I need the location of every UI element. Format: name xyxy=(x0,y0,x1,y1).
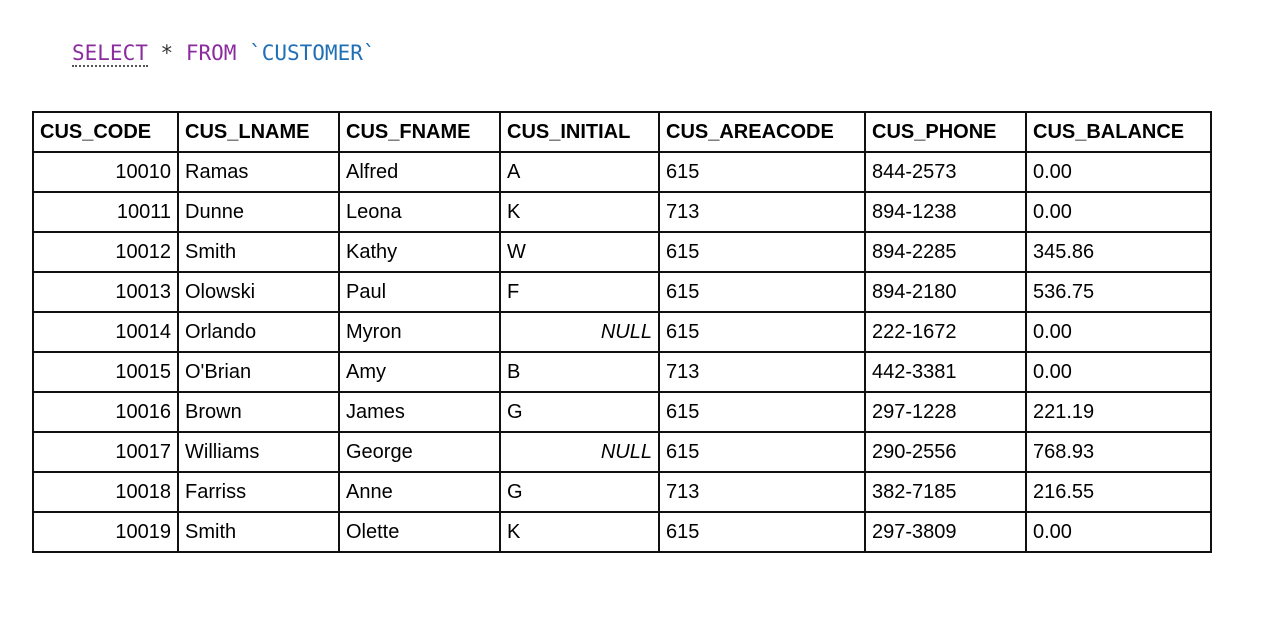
from-keyword: FROM xyxy=(185,41,237,65)
column-header-cus-phone[interactable]: CUS_PHONE xyxy=(865,112,1026,152)
cell-cus-balance: 221.19 xyxy=(1026,392,1211,432)
cell-cus-lname: Ramas xyxy=(178,152,339,192)
column-header-cus-areacode[interactable]: CUS_AREACODE xyxy=(659,112,865,152)
cell-cus-code: 10013 xyxy=(33,272,178,312)
column-header-cus-code[interactable]: CUS_CODE xyxy=(33,112,178,152)
cell-cus-lname: Orlando xyxy=(178,312,339,352)
cell-cus-phone: 894-2180 xyxy=(865,272,1026,312)
cell-cus-lname: Dunne xyxy=(178,192,339,232)
cell-cus-code: 10014 xyxy=(33,312,178,352)
cell-cus-phone: 297-3809 xyxy=(865,512,1026,552)
cell-cus-areacode: 615 xyxy=(659,152,865,192)
cell-cus-phone: 894-2285 xyxy=(865,232,1026,272)
sql-query[interactable] xyxy=(72,38,376,68)
column-header-cus-initial[interactable]: CUS_INITIAL xyxy=(500,112,659,152)
column-header-cus-fname[interactable]: CUS_FNAME xyxy=(339,112,500,152)
cell-cus-balance: 768.93 xyxy=(1026,432,1211,472)
cell-cus-balance: 536.75 xyxy=(1026,272,1211,312)
cell-cus-initial: K xyxy=(500,512,659,552)
cell-cus-fname: Kathy xyxy=(339,232,500,272)
table-row[interactable] xyxy=(33,472,1211,512)
header-row xyxy=(33,112,1211,152)
cell-cus-code: 10019 xyxy=(33,512,178,552)
cell-cus-initial: NULL xyxy=(500,312,659,352)
cell-cus-phone: 442-3381 xyxy=(865,352,1026,392)
table-row[interactable] xyxy=(33,272,1211,312)
cell-cus-initial: B xyxy=(500,352,659,392)
cell-cus-areacode: 615 xyxy=(659,272,865,312)
cell-cus-code: 10010 xyxy=(33,152,178,192)
cell-cus-fname: Myron xyxy=(339,312,500,352)
cell-cus-areacode: 713 xyxy=(659,352,865,392)
cell-cus-initial: NULL xyxy=(500,432,659,472)
table-row[interactable] xyxy=(33,312,1211,352)
cell-cus-phone: 894-1238 xyxy=(865,192,1026,232)
cell-cus-initial: G xyxy=(500,472,659,512)
cell-cus-lname: Brown xyxy=(178,392,339,432)
cell-cus-areacode: 615 xyxy=(659,312,865,352)
cell-cus-lname: O'Brian xyxy=(178,352,339,392)
cell-cus-balance: 0.00 xyxy=(1026,312,1211,352)
cell-cus-lname: Smith xyxy=(178,232,339,272)
cell-cus-balance: 0.00 xyxy=(1026,512,1211,552)
cell-cus-areacode: 615 xyxy=(659,512,865,552)
cell-cus-phone: 222-1672 xyxy=(865,312,1026,352)
column-header-cus-lname[interactable]: CUS_LNAME xyxy=(178,112,339,152)
star-operator: * xyxy=(160,41,174,65)
cell-cus-fname: James xyxy=(339,392,500,432)
cell-cus-fname: Amy xyxy=(339,352,500,392)
cell-cus-code: 10017 xyxy=(33,432,178,472)
cell-cus-phone: 297-1228 xyxy=(865,392,1026,432)
cell-cus-lname: Olowski xyxy=(178,272,339,312)
table-row[interactable] xyxy=(33,512,1211,552)
cell-cus-initial: A xyxy=(500,152,659,192)
cell-cus-balance: 0.00 xyxy=(1026,352,1211,392)
table-row[interactable] xyxy=(33,392,1211,432)
cell-cus-initial: K xyxy=(500,192,659,232)
column-header-cus-balance[interactable]: CUS_BALANCE xyxy=(1026,112,1211,152)
cell-cus-code: 10018 xyxy=(33,472,178,512)
cell-cus-fname: George xyxy=(339,432,500,472)
cell-cus-fname: Olette xyxy=(339,512,500,552)
cell-cus-areacode: 615 xyxy=(659,432,865,472)
table-name: `CUSTOMER` xyxy=(249,41,376,65)
table-row[interactable] xyxy=(33,152,1211,192)
cell-cus-areacode: 713 xyxy=(659,192,865,232)
cell-cus-areacode: 615 xyxy=(659,392,865,432)
cell-cus-code: 10015 xyxy=(33,352,178,392)
cell-cus-initial: G xyxy=(500,392,659,432)
cell-cus-phone: 290-2556 xyxy=(865,432,1026,472)
cell-cus-fname: Anne xyxy=(339,472,500,512)
table-row[interactable] xyxy=(33,192,1211,232)
cell-cus-initial: F xyxy=(500,272,659,312)
cell-cus-code: 10011 xyxy=(33,192,178,232)
cell-cus-areacode: 615 xyxy=(659,232,865,272)
cell-cus-balance: 345.86 xyxy=(1026,232,1211,272)
cell-cus-balance: 0.00 xyxy=(1026,192,1211,232)
cell-cus-lname: Williams xyxy=(178,432,339,472)
cell-cus-code: 10012 xyxy=(33,232,178,272)
cell-cus-code: 10016 xyxy=(33,392,178,432)
result-table xyxy=(32,111,1212,553)
cell-cus-fname: Paul xyxy=(339,272,500,312)
table-row[interactable] xyxy=(33,352,1211,392)
cell-cus-phone: 382-7185 xyxy=(865,472,1026,512)
cell-cus-fname: Leona xyxy=(339,192,500,232)
cell-cus-lname: Smith xyxy=(178,512,339,552)
cell-cus-balance: 216.55 xyxy=(1026,472,1211,512)
cell-cus-fname: Alfred xyxy=(339,152,500,192)
cell-cus-areacode: 713 xyxy=(659,472,865,512)
select-keyword: SELECT xyxy=(72,41,148,65)
cell-cus-phone: 844-2573 xyxy=(865,152,1026,192)
table-row[interactable] xyxy=(33,432,1211,472)
cell-cus-lname: Farriss xyxy=(178,472,339,512)
cell-cus-balance: 0.00 xyxy=(1026,152,1211,192)
cell-cus-initial: W xyxy=(500,232,659,272)
table-row[interactable] xyxy=(33,232,1211,272)
